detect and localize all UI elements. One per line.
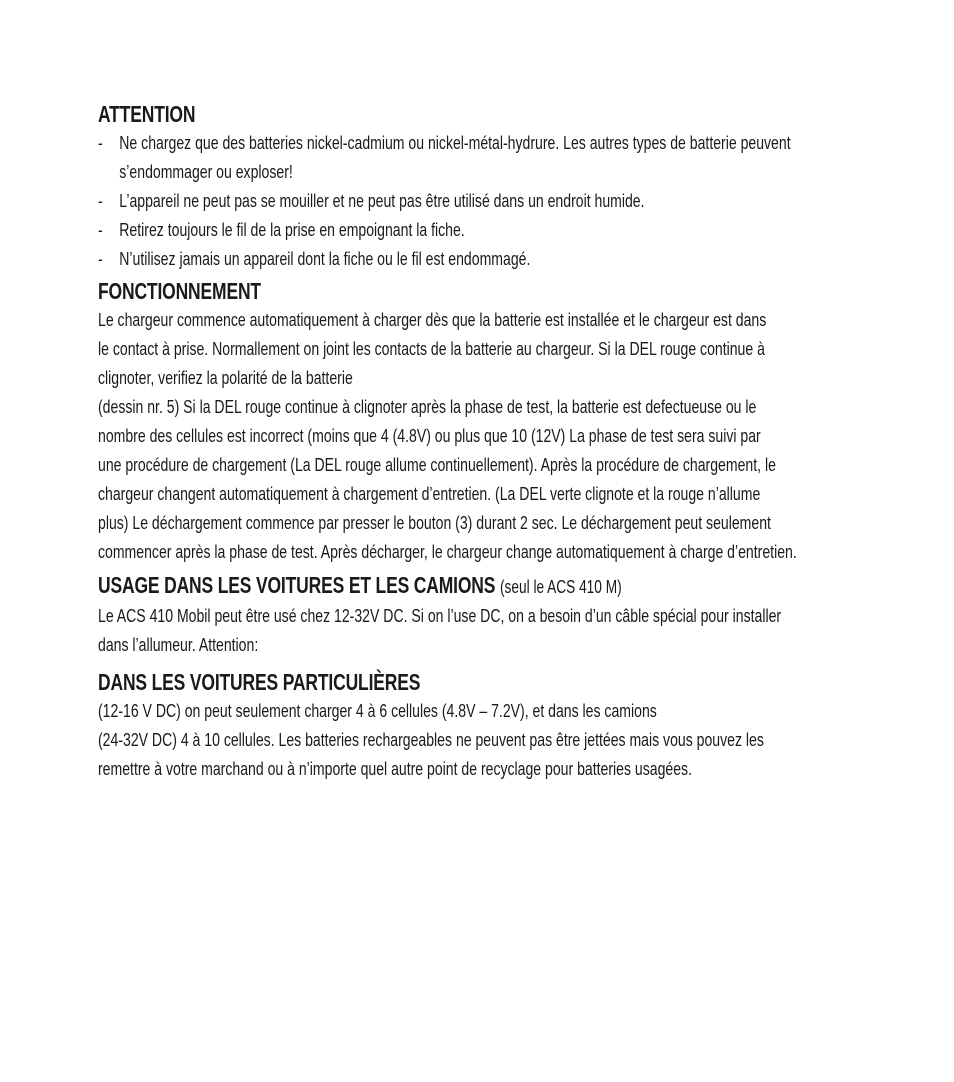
text-line: le contact à prise. Normallement on joint les contacts de la batterie au chargeur. Si la DEL rouge continue à xyxy=(98,338,765,359)
text-line: Le ACS 410 Mobil peut être usé chez 12-32V DC. Si on l’use DC, on a besoin d’un câble spécial pour installer xyxy=(98,605,782,626)
text-line: une procédure de chargement (La DEL rouge allume continuellement). Après la procédure de chargement, le xyxy=(98,454,776,475)
text-line: plus) Le déchargement commence par presser le bouton (3) durant 2 sec. Le déchargement peut seulement xyxy=(98,512,771,533)
list-item-text: Ne chargez que des batteries nickel-cadmium ou nickel-métal-hydrure. Les autres types de batterie peuvent xyxy=(119,132,791,153)
section-voitures xyxy=(98,668,868,783)
heading-voitures: DANS LES VOITURES PARTICULIÈRES xyxy=(98,669,421,695)
text-line: (12-16 V DC) on peut seulement charger 4 à 6 cellules (4.8V – 7.2V), et dans les camions xyxy=(98,700,657,721)
list-item-text: Retirez toujours le fil de la prise en empoignant la fiche. xyxy=(119,219,465,240)
heading-usage xyxy=(98,571,868,601)
bullet-dash: - xyxy=(98,132,103,153)
document-body xyxy=(98,100,868,783)
heading-fonctionnement: FONCTIONNEMENT xyxy=(98,278,261,304)
list-item xyxy=(98,215,868,244)
section-fonctionnement xyxy=(98,277,868,566)
list-item xyxy=(98,244,868,273)
document-page xyxy=(98,100,868,783)
text-line: (24-32V DC) 4 à 10 cellules. Les batteries rechargeables ne peuvent pas être jettées mais vous pouvez les xyxy=(98,729,764,750)
section-usage xyxy=(98,571,868,659)
paragraph-voitures xyxy=(98,696,868,783)
heading-usage-text: USAGE DANS LES VOITURES ET LES CAMIONS xyxy=(98,572,496,598)
section-attention xyxy=(98,100,868,273)
text-line: commencer après la phase de test. Après décharger, le chargeur change automatiquement à charge d’entretien. xyxy=(98,541,797,562)
list-item-text: N’utilisez jamais un appareil dont la fiche ou le fil est endommagé. xyxy=(119,248,531,269)
heading-usage-note: (seul le ACS 410 M) xyxy=(500,577,622,597)
text-line: nombre des cellules est incorrect (moins que 4 (4.8V) ou plus que 10 (12V) La phase de test sera suivi par xyxy=(98,425,761,446)
text-line: Le chargeur commence automatiquement à charger dès que la batterie est installée et le chargeur est dans xyxy=(98,309,767,330)
list-item xyxy=(98,186,868,215)
attention-list xyxy=(98,128,868,273)
bullet-dash: - xyxy=(98,219,103,240)
list-item-text: s’endommager ou exploser! xyxy=(119,161,293,182)
heading-attention: ATTENTION xyxy=(98,101,196,127)
bullet-dash: - xyxy=(98,190,103,211)
list-item-text: L’appareil ne peut pas se mouiller et ne peut pas être utilisé dans un endroit humide. xyxy=(119,190,645,211)
text-line: dans l’allumeur. Attention: xyxy=(98,634,259,655)
text-line: chargeur changent automatiquement à chargement d’entretien. (La DEL verte clignote et la rouge n’allume xyxy=(98,483,761,504)
bullet-dash: - xyxy=(98,248,103,269)
paragraph-usage xyxy=(98,601,868,659)
text-line: clignoter, verifiez la polarité de la batterie xyxy=(98,367,353,388)
text-line: (dessin nr. 5) Si la DEL rouge continue à clignoter après la phase de test, la batterie est defectueuse ou le xyxy=(98,396,757,417)
list-item xyxy=(98,128,868,186)
paragraph-fonctionnement xyxy=(98,305,868,566)
text-line: remettre à votre marchand ou à n’importe quel autre point de recyclage pour batteries usagées. xyxy=(98,758,692,779)
